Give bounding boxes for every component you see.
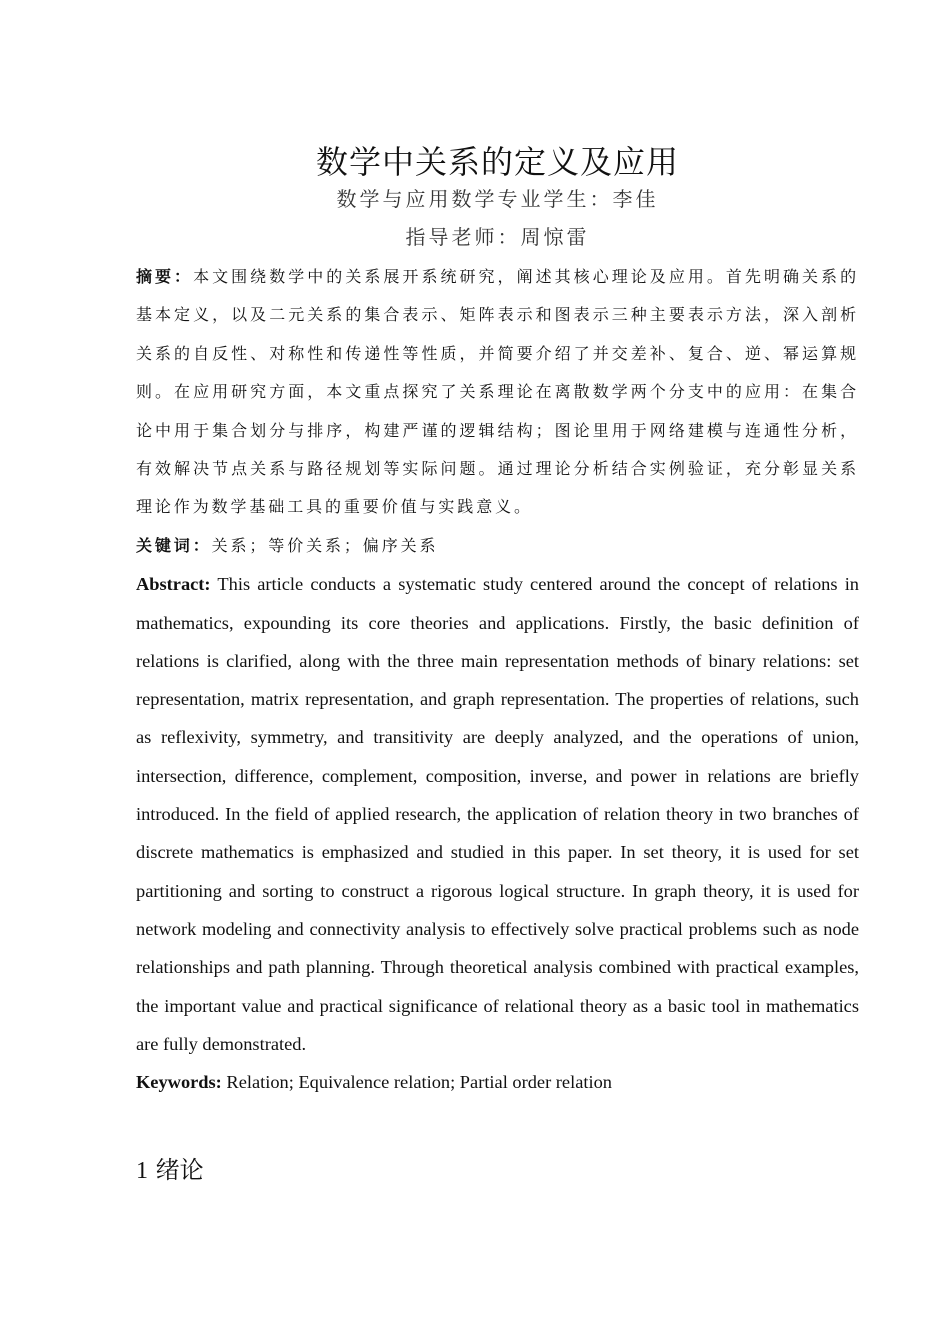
advisor-line: 指导老师：周惊雷: [405, 225, 590, 249]
abstract-cn: [136, 258, 859, 527]
paper-title: 数学中关系的定义及应用: [315, 143, 679, 181]
author-line: 数学与应用数学专业学生：李佳: [336, 187, 659, 211]
section-heading-intro: [136, 1153, 859, 1188]
section-title: 绪论: [155, 1156, 204, 1185]
keywords-en-label: Keywords:: [136, 1072, 222, 1093]
keywords-cn-text: 关系；等价关系；偏序关系: [211, 535, 439, 555]
keywords-cn-label: 关键词：: [136, 535, 212, 555]
abstract-en-label: Abstract:: [136, 574, 211, 595]
abstract-en: [136, 565, 859, 1063]
keywords-en-text: Relation; Equivalence relation; Partial order relation: [226, 1072, 612, 1093]
section-number: 1: [136, 1158, 148, 1185]
keywords-cn: [136, 527, 859, 565]
paper-page: [136, 140, 859, 1188]
keywords-en: [136, 1063, 859, 1101]
abstract-cn-text: 本文围绕数学中的关系展开系统研究，阐述其核心理论及应用。首先明确关系的基本定义，以及二元关系的集合表示、矩阵表示和图表示三种主要表示方法，深入剖析关系的自反性、对称性和传递性等性质，并简要介绍了并交差补、复合、逆、幂运算规则。在应用研究方面，本文重点探究了关系理论在离散数学两个分支中的应用：在集合论中用于集合划分与排序，构建严谨的逻辑结构；图论里用于网络建模与连通性分析，有效解决节点关系与路径规划等实际问题。通过理论分析结合实例验证，充分彰显关系理论作为数学基础工具的重要价值与实践意义。: [136, 267, 859, 517]
abstract-en-text: This article conducts a systematic study centered around the concept of relations in mathematics, expounding its core theories and applications. Firstly, the basic definition of relations is clarified, along with the three main representation methods of binary relations: set representation, matrix representation, and graph representation. The properties of relations, such as reflexivity, symmetry, and transitivity are deeply analyzed, and the operations of union, intersection, difference, complement, composition, inverse, and power in relations are briefly introduced. In the field of applied research, the application of relation theory in two branches of discrete mathematics is emphasized and studied in this paper. In set theory, it is used for set partitioning and sorting to construct a rigorous logical structure. In graph theory, it is used for network modeling and connectivity analysis to effectively solve practical problems such as node relationships and path planning. Through theoretical analysis combined with practical examples, the important value and practical significance of relational theory as a basic tool in mathematics are fully demonstrated.: [136, 574, 859, 1054]
abstract-cn-label: 摘要：: [136, 267, 194, 286]
